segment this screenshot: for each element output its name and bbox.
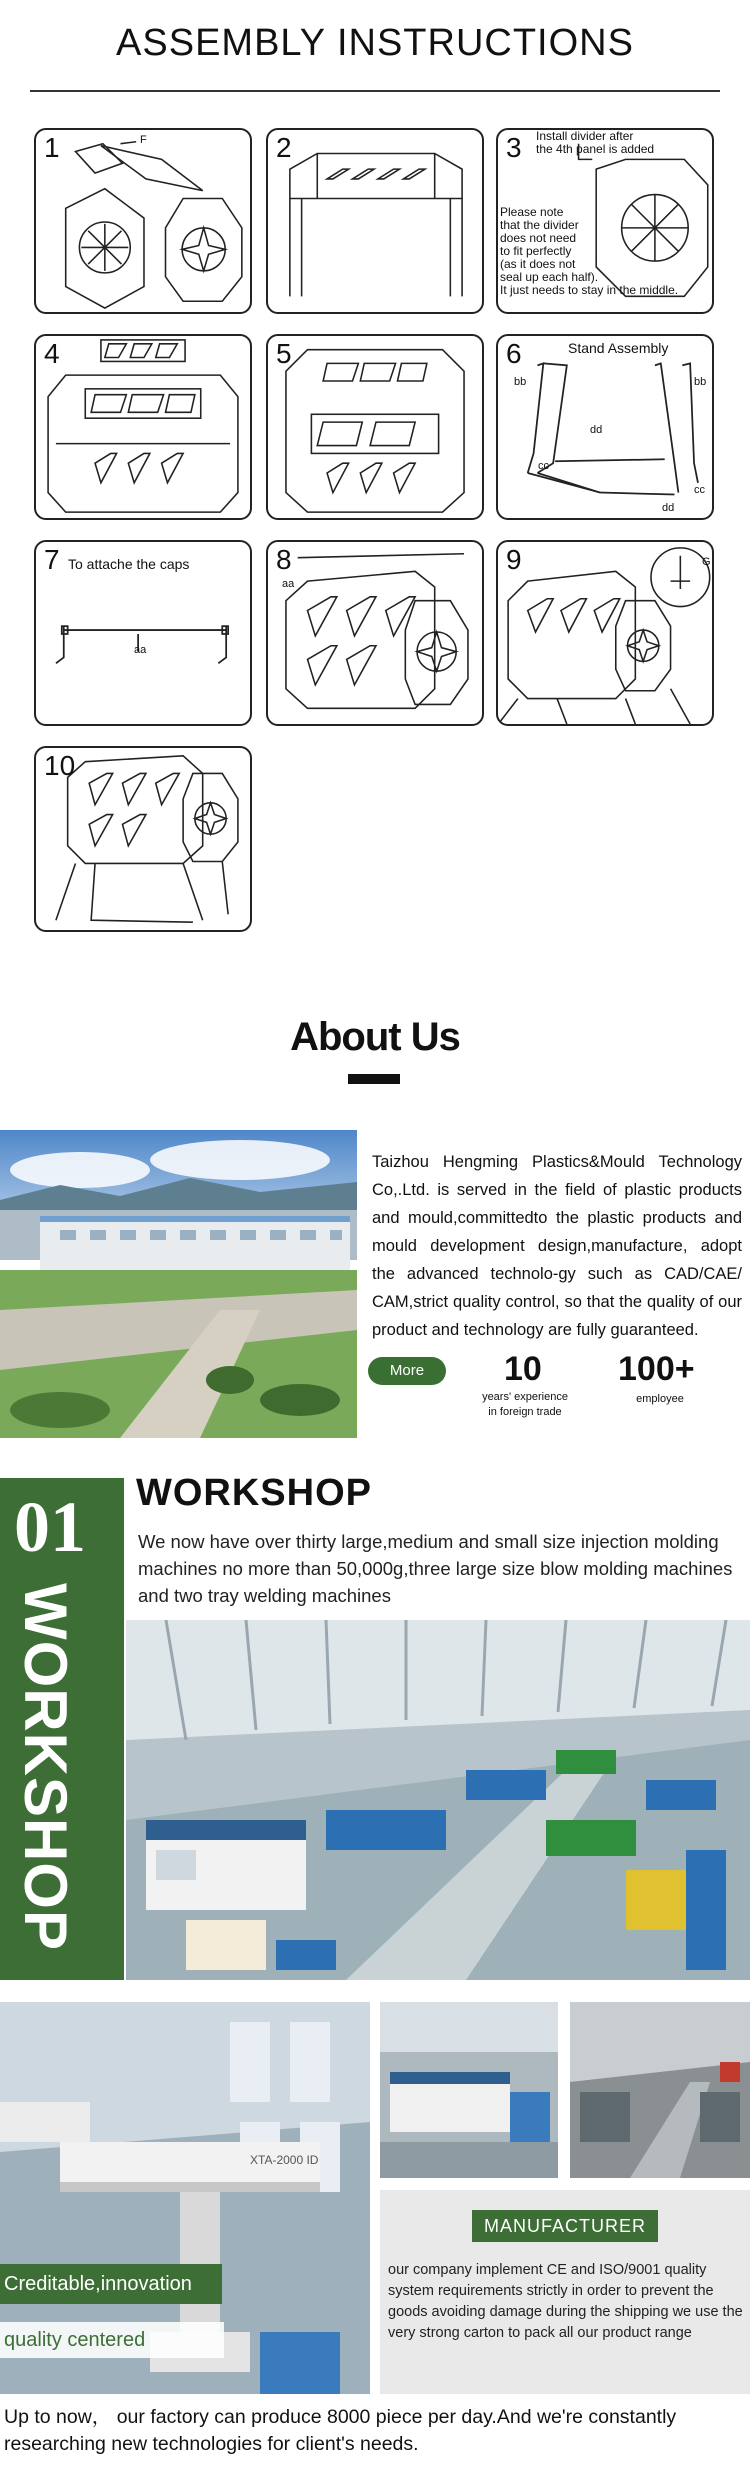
divider-note: Please note that the divider does not need to fit perfectly (as it does not seal up each half). It just needs to stay in the middle. xyxy=(500,205,679,297)
step-number: 3 xyxy=(506,132,522,163)
assembly-title: ASSEMBLY INSTRUCTIONS xyxy=(116,22,634,64)
experience-years-value: 10 xyxy=(504,1350,542,1388)
step-number: 5 xyxy=(276,338,292,369)
step-1-illustration xyxy=(36,130,250,312)
part-label: cc xyxy=(694,484,705,496)
step-number: 4 xyxy=(44,338,60,369)
step-number: 10 xyxy=(44,750,76,781)
machine-photo xyxy=(380,2002,558,2178)
step-number: 1 xyxy=(44,132,60,163)
assembly-step-8 xyxy=(266,540,484,726)
assembly-step-6 xyxy=(496,334,714,520)
step-number: 8 xyxy=(276,544,292,575)
part-label: bb xyxy=(514,376,527,388)
step-5-illustration xyxy=(268,336,482,518)
more-button[interactable]: More xyxy=(368,1357,446,1385)
title-divider xyxy=(30,90,720,92)
step-number: 6 xyxy=(506,338,522,369)
part-label-aa: aa xyxy=(282,578,295,590)
quality-label: quality centered xyxy=(0,2322,224,2358)
about-title: About Us xyxy=(290,1015,460,1059)
factory-photo xyxy=(0,1130,357,1438)
manufacturer-description: our company implement CE and ISO/9001 quality system requirements strictly in order to prevent the goods avoiding damage during the shipping we use the very strong carton to pack all our product range xyxy=(388,2262,743,2341)
part-label: cc xyxy=(538,460,549,472)
part-label-g: G xyxy=(702,556,711,568)
step-2-illustration xyxy=(268,130,482,312)
part-label: dd xyxy=(590,424,603,436)
assembly-step-2 xyxy=(266,128,484,314)
manufacturer-title: MANUFACTURER xyxy=(472,2210,658,2242)
step-9-illustration xyxy=(498,542,712,724)
step-6-illustration xyxy=(498,336,712,518)
machine-model-text: XTA-2000 ID xyxy=(250,2153,319,2167)
title-accent-bar xyxy=(348,1074,400,1084)
workshop-vertical-label: WORKSHOP xyxy=(12,1583,79,1951)
part-label-aa: aa xyxy=(134,644,147,656)
step-number: 9 xyxy=(506,544,522,575)
step-number: 2 xyxy=(276,132,292,163)
step-4-illustration xyxy=(36,336,250,518)
part-label: bb xyxy=(694,376,707,388)
assembly-step-9 xyxy=(496,540,714,726)
part-label-f: F xyxy=(140,134,147,146)
employee-count-label: employee xyxy=(636,1393,684,1405)
production-line-photo xyxy=(570,2002,750,2178)
creditable-label: Creditable,innovation xyxy=(0,2264,222,2304)
caps-caption: To attache the caps xyxy=(68,556,190,572)
workshop-photo xyxy=(126,1620,750,1980)
employee-count-value: 100+ xyxy=(618,1350,695,1388)
section-number: 01 xyxy=(14,1487,86,1567)
divider-instruction: Install divider after the 4th panel is added xyxy=(536,129,655,156)
experience-years-label: years' experience in foreign trade xyxy=(482,1391,568,1418)
company-description: Taizhou Hengming Plastics&Mould Technology Co,.Ltd. is served in the field of plastic products and mould,committedto the plastic products and mould development design,manufacture, adopt the advanced technolo-gy such as CAD/CAE/ CAM,strict quality control, so that the quality of our product and technology are fully guaranteed. xyxy=(372,1153,742,1339)
assembly-step-3 xyxy=(496,128,714,314)
workshop-title: WORKSHOP xyxy=(136,1472,372,1514)
assembly-step-10 xyxy=(34,746,252,932)
manufacturer-panel xyxy=(380,2190,750,2394)
assembly-step-4 xyxy=(34,334,252,520)
assembly-step-7 xyxy=(34,540,252,726)
step-number: 7 xyxy=(44,544,60,575)
workshop-side-banner xyxy=(0,1478,124,1980)
assembly-step-5 xyxy=(266,334,484,520)
stand-assembly-caption: Stand Assembly xyxy=(568,340,669,356)
step-8-illustration xyxy=(268,542,482,724)
assembly-step-1 xyxy=(34,128,252,314)
part-label: dd xyxy=(662,502,675,514)
production-capacity-text: Up to now， our factory can produce 8000 piece per day.And we're constantly researching new technologies for client's needs. xyxy=(4,2406,677,2455)
workshop-description: We now have over thirty large,medium and small size injection molding machines no more than 50,000g,three large size blow molding machines and two tray welding machines xyxy=(138,1531,733,1606)
